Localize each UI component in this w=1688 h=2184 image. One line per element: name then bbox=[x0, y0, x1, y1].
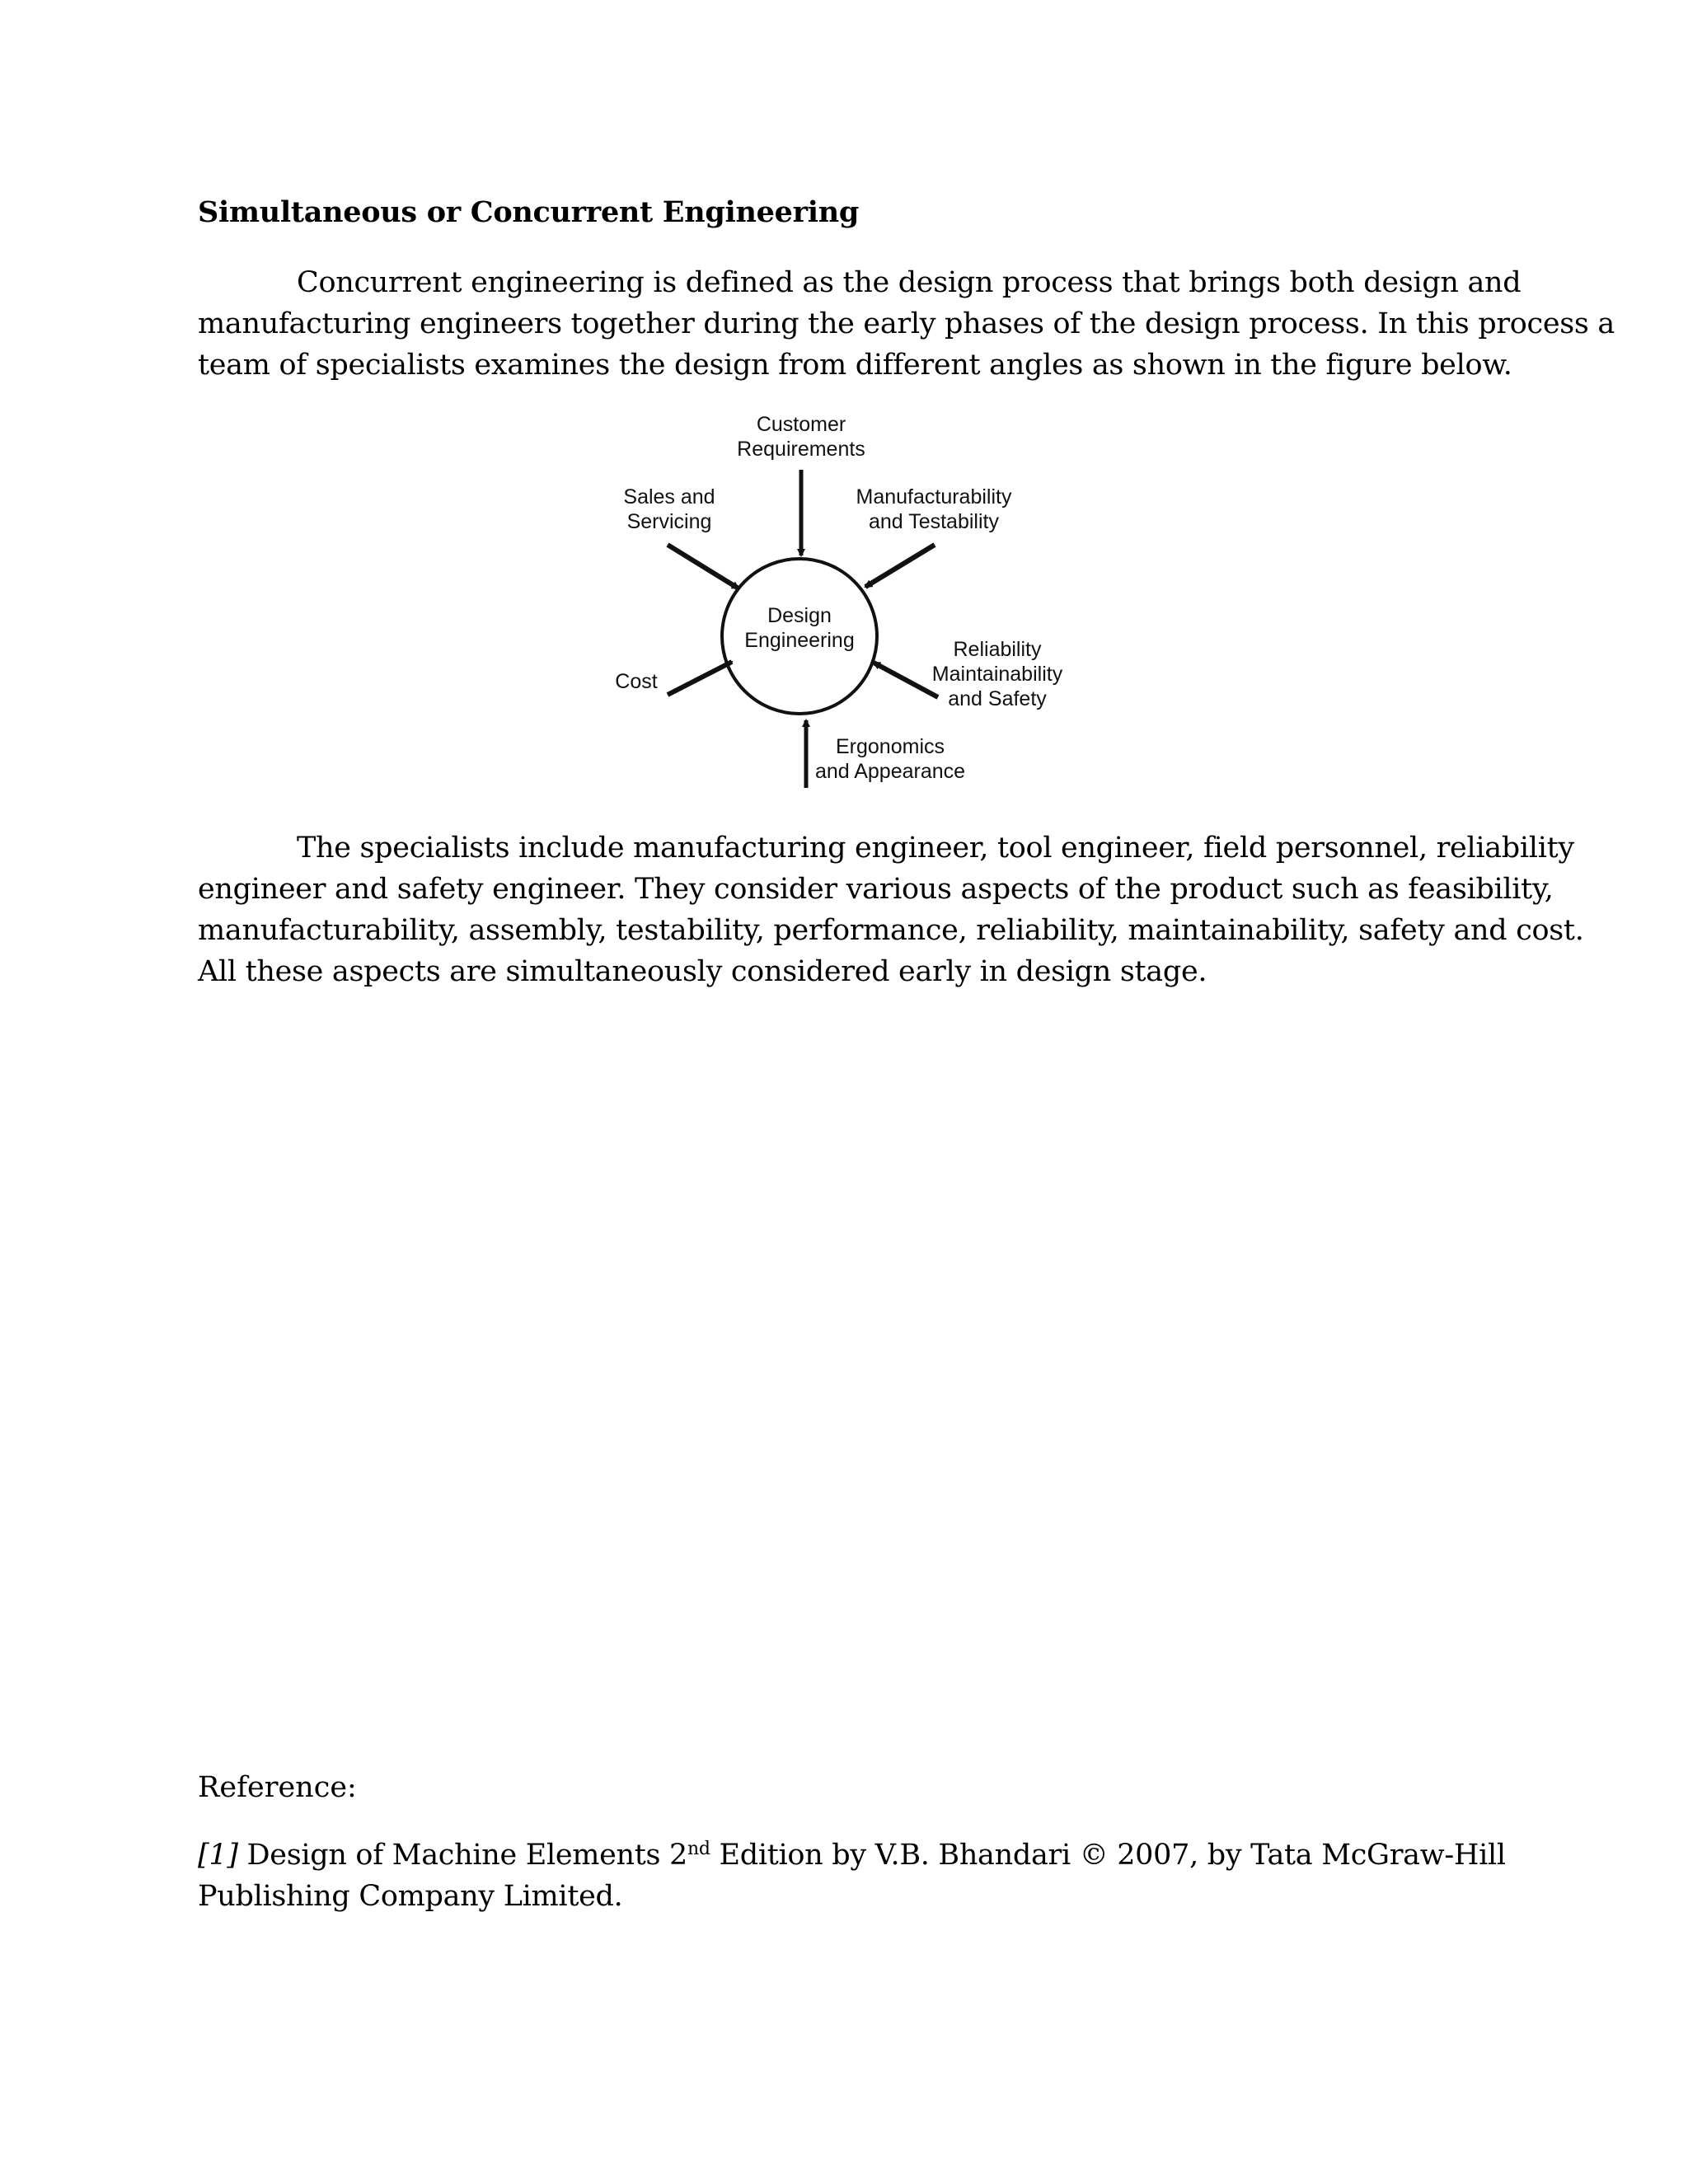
reference-title: Design of Machine Elements 2 bbox=[246, 1839, 688, 1872]
sales-servicing-arrow bbox=[668, 545, 738, 588]
manufacturability-label: Manufacturability bbox=[856, 485, 1012, 509]
reliability-label: and Safety bbox=[948, 687, 1047, 710]
center-label-line: Engineering bbox=[744, 629, 855, 652]
paragraph-line: manufacturability, assembly, testability, performance, reliability, maintainability, safety and cost. bbox=[198, 914, 1584, 947]
paragraph-line: Concurrent engineering is defined as the design process that brings both design and bbox=[297, 266, 1522, 299]
manufacturability-arrow bbox=[865, 545, 935, 587]
section-heading: Simultaneous or Concurrent Engineering bbox=[198, 195, 860, 229]
center-label-line: Design bbox=[767, 604, 832, 627]
reliability-label: Reliability bbox=[953, 638, 1042, 661]
ergonomics-label: and Appearance bbox=[814, 760, 966, 783]
reference-publisher: Edition by V.B. Bhandari © 2007, by Tata McGraw-Hill bbox=[710, 1839, 1506, 1872]
reference-line bbox=[198, 1835, 1506, 1876]
cost-arrow bbox=[668, 662, 732, 695]
paragraph-specialists bbox=[198, 827, 1584, 992]
paragraph-line: team of specialists examines the design from different angles as shown in the figure below. bbox=[198, 349, 1512, 382]
customer-requirements-label: Customer bbox=[756, 413, 846, 436]
paragraph-line: All these aspects are simultaneously considered early in design stage. bbox=[198, 955, 1207, 988]
reliability-label: Maintainability bbox=[931, 663, 1063, 686]
paragraph-concurrent-definition bbox=[198, 262, 1615, 386]
reference-line: Publishing Company Limited. bbox=[198, 1880, 623, 1913]
paragraph-line: engineer and safety engineer. They consider various aspects of the product such as feasibility, bbox=[198, 873, 1554, 906]
diagram-svg bbox=[577, 410, 1104, 798]
sales-servicing-label: Sales and bbox=[623, 485, 715, 509]
reference-heading: Reference: bbox=[198, 1771, 357, 1804]
reliability-arrow bbox=[874, 663, 938, 697]
reference-entry bbox=[198, 1835, 1506, 1917]
paragraph-line: The specialists include manufacturing engineer, tool engineer, field personnel, reliability bbox=[297, 832, 1574, 865]
reference-number: [1] bbox=[198, 1839, 238, 1872]
manufacturability-label: and Testability bbox=[869, 510, 999, 533]
concurrent-engineering-diagram bbox=[577, 410, 1104, 798]
customer-requirements-label: Requirements bbox=[737, 438, 865, 461]
sales-servicing-label: Servicing bbox=[626, 510, 712, 533]
edition-ordinal: nd bbox=[687, 1839, 710, 1859]
cost-label: Cost bbox=[615, 670, 658, 693]
ergonomics-label: Ergonomics bbox=[836, 735, 945, 758]
paragraph-line: manufacturing engineers together during the early phases of the design process. In this process a bbox=[198, 307, 1615, 340]
